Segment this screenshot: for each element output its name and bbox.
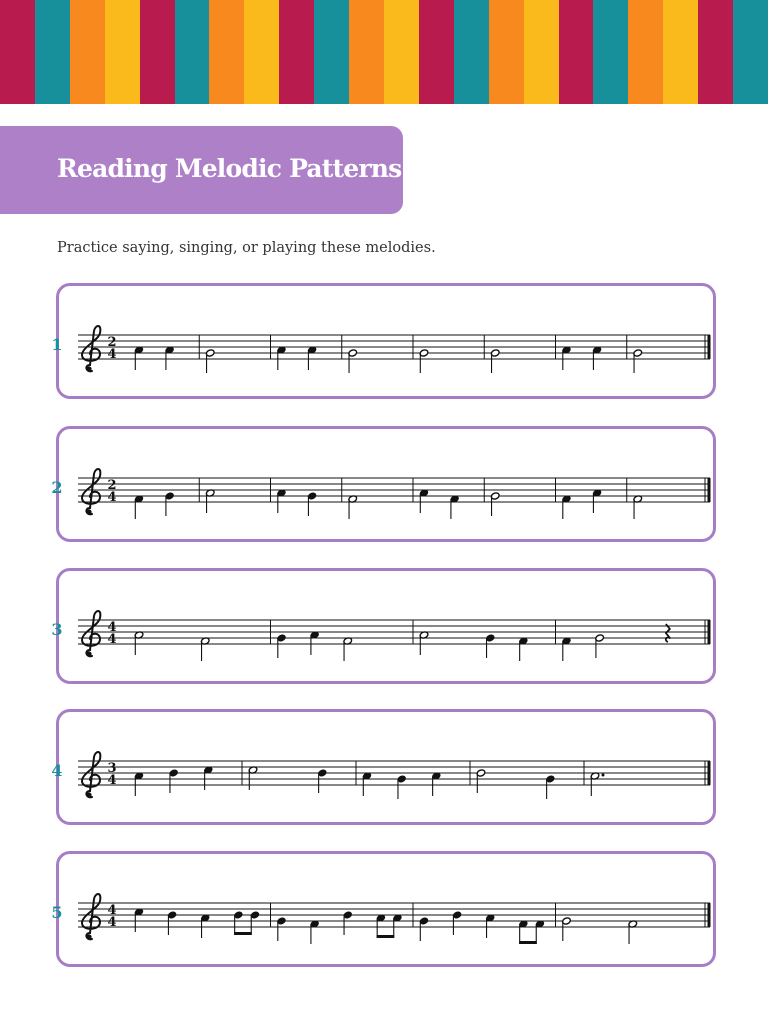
stripe-12 xyxy=(384,0,419,104)
treble-clef-icon xyxy=(82,894,100,940)
time-signature-bottom: 4 xyxy=(107,347,117,362)
instructions-text: Practice saying, singing, or playing these melodies. xyxy=(57,240,436,256)
time-signature-bottom: 4 xyxy=(107,915,117,930)
stripe-22 xyxy=(733,0,768,104)
stripe-17 xyxy=(559,0,594,104)
beam xyxy=(377,935,395,938)
final-bar-thick xyxy=(708,620,711,644)
time-signature-top: 3 xyxy=(107,761,117,776)
time-signature-top: 2 xyxy=(107,478,117,493)
music-staff-2 xyxy=(70,448,720,528)
time-signature-top: 2 xyxy=(107,335,117,350)
stripe-3 xyxy=(70,0,105,104)
stripe-4 xyxy=(105,0,140,104)
time-signature-top: 4 xyxy=(107,903,117,918)
exercise-number-3: 3 xyxy=(51,620,63,639)
music-staff-4 xyxy=(70,731,720,811)
exercise-number-2: 2 xyxy=(51,478,63,497)
dot-icon xyxy=(602,774,605,777)
page-title: Reading Melodic Patterns xyxy=(57,154,402,183)
quarter-rest-icon xyxy=(666,624,670,642)
music-staff-1 xyxy=(70,305,720,385)
stripe-8 xyxy=(244,0,279,104)
stripe-9 xyxy=(279,0,314,104)
exercise-number-1: 1 xyxy=(51,335,63,354)
color-stripe-banner xyxy=(0,0,768,104)
time-signature-bottom: 4 xyxy=(107,773,117,788)
time-signature-bottom: 4 xyxy=(107,490,117,505)
stripe-16 xyxy=(524,0,559,104)
stripe-1 xyxy=(0,0,35,104)
stripe-10 xyxy=(314,0,349,104)
stripe-15 xyxy=(489,0,524,104)
stripe-18 xyxy=(593,0,628,104)
treble-clef-icon xyxy=(82,326,100,372)
stripe-6 xyxy=(175,0,210,104)
music-staff-5 xyxy=(70,873,720,953)
final-bar-thick xyxy=(708,903,711,927)
stripe-14 xyxy=(454,0,489,104)
treble-clef-icon xyxy=(82,469,100,515)
stripe-2 xyxy=(35,0,70,104)
final-bar-thick xyxy=(708,761,711,785)
treble-clef-icon xyxy=(82,611,100,657)
stripe-7 xyxy=(209,0,244,104)
stripe-20 xyxy=(663,0,698,104)
beam xyxy=(234,932,252,935)
stripe-13 xyxy=(419,0,454,104)
final-bar-thick xyxy=(708,478,711,502)
time-signature-top: 4 xyxy=(107,620,117,635)
stripe-21 xyxy=(698,0,733,104)
stripe-5 xyxy=(140,0,175,104)
final-bar-thick xyxy=(708,335,711,359)
stripe-19 xyxy=(628,0,663,104)
time-signature-bottom: 4 xyxy=(107,632,117,647)
exercise-number-5: 5 xyxy=(51,903,63,922)
exercise-number-4: 4 xyxy=(51,761,63,780)
music-staff-3 xyxy=(70,590,720,670)
stripe-11 xyxy=(349,0,384,104)
beam xyxy=(519,941,537,944)
treble-clef-icon xyxy=(82,752,100,798)
